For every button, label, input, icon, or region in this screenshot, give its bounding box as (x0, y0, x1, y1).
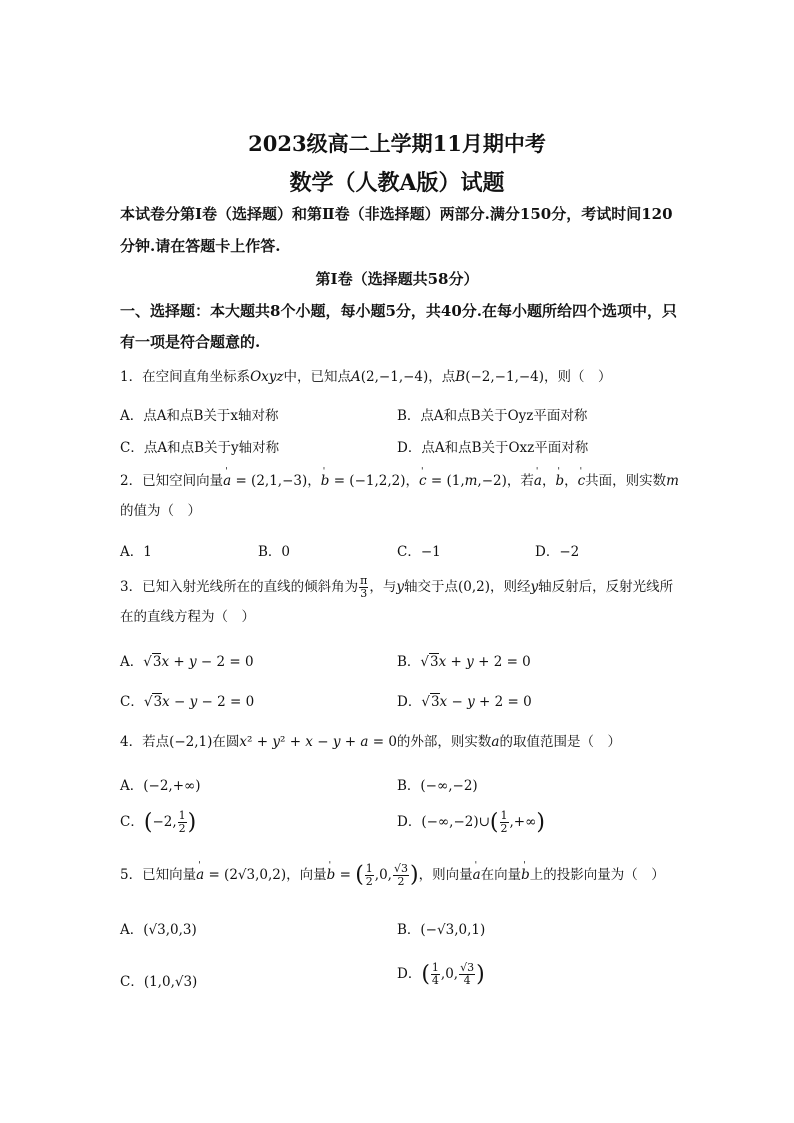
q5-option-c: C．(1,0,√3) (120, 974, 198, 990)
question-1: 1．在空间直角坐标系Oxyz中，已知点A(2,−1,−4)，点B(−2,−1,−4)，则（ ） (120, 369, 612, 385)
part-one-heading: 第Ⅰ卷（选择题共58分） (315, 270, 479, 288)
q3-option-c: C．√3x − y − 2 = 0 (120, 694, 255, 710)
q2-option-c: C．−1 (397, 544, 441, 560)
q2-option-b: B．0 (258, 544, 291, 560)
question-2: 2．已知空间向量' a = (2,1,−3)，' b = (−1,2,2)，' c = (1,m,−2)，若' a，' b，' c共面，则实数m的值为（ ） (120, 466, 680, 526)
q1-option-b: B．点A和点B关于Oyz平面对称 (397, 408, 588, 424)
section-one-heading: 一、选择题：本大题共8个小题，每小题5分，共40分.在每小题所给四个选项中，只有一项是符合题意的. (120, 302, 677, 351)
exam-instructions: 本试卷分第Ⅰ卷（选择题）和第Ⅱ卷（非选择题）两部分.满分150分，考试时间120分钟.请在答题卡上作答. (120, 205, 673, 255)
q1-option-d: D．点A和点B关于Oxz平面对称 (397, 440, 589, 456)
question-5: 5．已知向量' a = (2√3,0,2)，向量' b = ( $\frac{1}{2}$ ,0, $\frac{√3}{2}$ )，则向量' a在向量' b上的投影向量为（ ） (120, 860, 680, 891)
q2-option-a: A．1 (120, 544, 152, 560)
q5-option-a: A．(√3,0,3) (120, 922, 197, 938)
question-4: 4．若点(−2,1)在圆x² + y² + x − y + a = 0的外部，则实数a的取值范围是（ ） (120, 734, 621, 750)
q2-option-d: D．−2 (535, 544, 580, 560)
q4-option-d: D．(−∞,−2)∪( $\frac{1}{2}$ ,+∞) (397, 809, 545, 835)
q4-option-a: A．(−2,+∞) (120, 778, 201, 794)
question-3: 3．已知入射光线所在的直线的倾斜角为 $\frac{\pi}{3}$ ，与y轴交于点(0,2)，则经y轴反射后，反射光线所在的直线方程为（ ） (120, 574, 674, 625)
q4-option-b: B．(−∞,−2) (397, 778, 478, 794)
q1-option-c: C．点A和点B关于y轴对称 (120, 440, 280, 456)
q5-option-b: B．(−√3,0,1) (397, 922, 486, 938)
q3-option-d: D．√3x − y + 2 = 0 (397, 694, 532, 710)
q4-option-c: C．(−2, $\frac{1}{2}$ ) (120, 809, 197, 835)
q3-option-b: B．√3x + y + 2 = 0 (397, 654, 531, 670)
q3-option-a: A．√3x + y − 2 = 0 (120, 654, 254, 670)
exam-title: 2023级高二上学期11月期中考 (248, 131, 546, 156)
q1-option-a: A．点A和点B关于x轴对称 (120, 408, 279, 424)
exam-subtitle: 数学（人教A版）试题 (289, 170, 505, 196)
q5-option-d: D．( $\frac{1}{4}$ ,0, $\frac{√3}{4}$ ) (397, 961, 485, 987)
